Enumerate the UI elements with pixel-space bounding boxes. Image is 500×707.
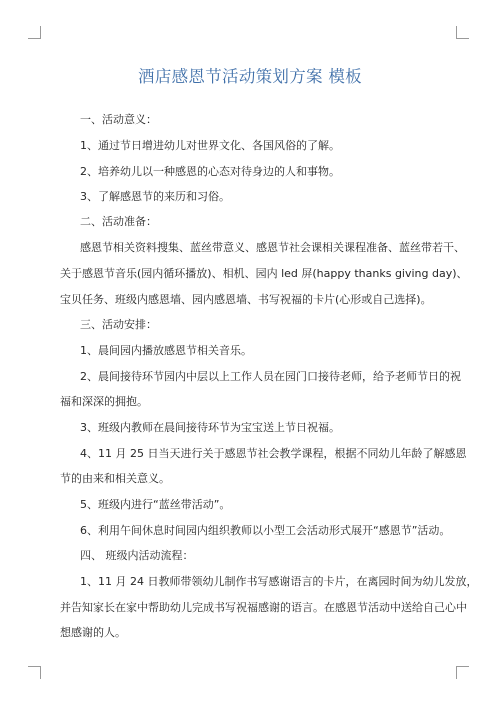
- paragraph-line: 并告知家长在家中帮助幼儿完成书写祝福感谢的语言。在感恩节活动中送给自己心中: [60, 601, 467, 614]
- paragraph-line: 1、通过节日增进幼儿对世界文化、各国风俗的了解。: [80, 139, 340, 152]
- section-heading: 四、 班级内活动流程：: [80, 549, 194, 562]
- paragraph-line: 3、班级内教师在晨间接待环节为宝宝送上节日祝福。: [80, 421, 340, 434]
- paragraph-line: 节的由来和相关意义。: [60, 472, 170, 485]
- crop-mark-top-left: [28, 26, 41, 39]
- paragraph-line: 感恩节相关资料搜集、蓝丝带意义、感恩节社会课相关课程准备、蓝丝带若干、: [80, 241, 465, 254]
- paragraph-line: 1、11 月 24 日教师带领幼儿制作书写感谢语言的卡片，在离园时间为幼儿发放，: [80, 575, 478, 588]
- paragraph-line: 4、11 月 25 日当天进行关于感恩节社会教学课程，根据不同幼儿年龄了解感恩: [80, 447, 467, 460]
- paragraph-line: 2、晨间接待环节园内中层以上工作人员在园门口接待老师，给予老师节日的祝: [80, 370, 461, 383]
- paragraph-line: 6、利用午间休息时间园内组织教师以小型工会活动形式展开“感恩节”活动。: [80, 524, 451, 537]
- section-heading: 二、活动准备：: [80, 215, 157, 228]
- crop-mark-top-right: [456, 26, 469, 39]
- section-heading: 三、活动安排：: [80, 318, 157, 331]
- section-heading: 一、活动意义：: [80, 113, 157, 126]
- paragraph-line: 5、班级内进行“蓝丝带活动”。: [80, 498, 231, 511]
- paragraph-line: 关于感恩节音乐(园内循环播放)、相机、园内 led 屏(happy thanks giving day)、: [60, 267, 468, 280]
- paragraph-line: 福和深深的拥抱。: [60, 395, 148, 408]
- crop-mark-bottom-left: [28, 666, 41, 679]
- crop-mark-bottom-right: [456, 666, 469, 679]
- paragraph-line: 宝贝任务、班级内感恩墙、园内感恩墙、书写祝福的卡片(心形或自己选择)。: [60, 293, 432, 306]
- paragraph-line: 想感谢的人。: [60, 626, 126, 639]
- paragraph-line: 2、培养幼儿以一种感恩的心态对待身边的人和事物。: [80, 165, 340, 178]
- paragraph-line: 3、了解感恩节的来历和习俗。: [80, 190, 230, 203]
- document-title: 酒店感恩节活动策划方案 模板: [138, 67, 362, 86]
- paragraph-line: 1、晨间园内播放感恩节相关音乐。: [80, 344, 252, 357]
